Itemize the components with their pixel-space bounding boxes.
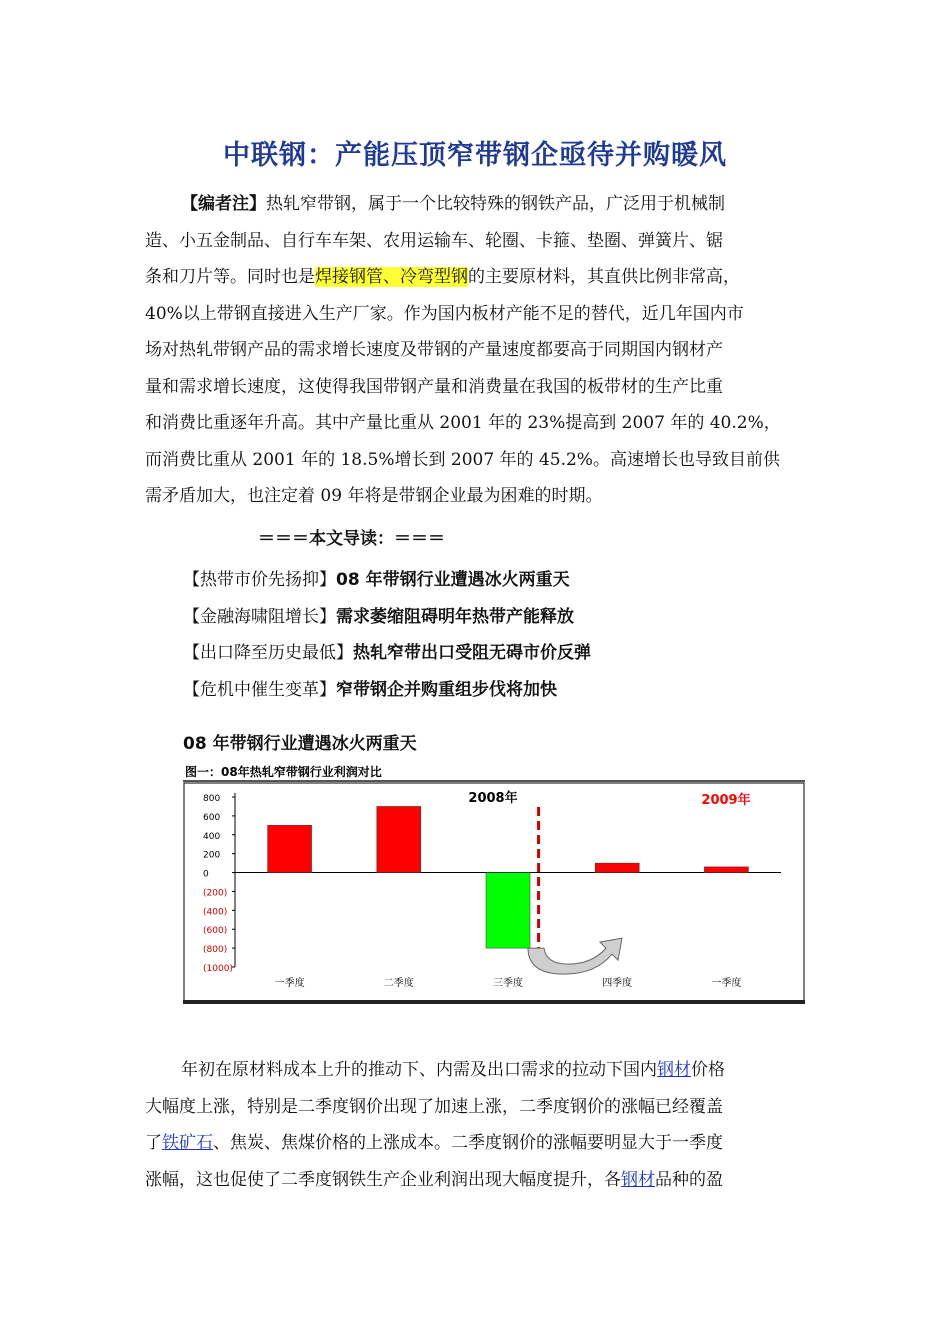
x-tick-label: 一季度 (711, 978, 742, 989)
editor-note-line (145, 186, 805, 223)
y-tick-label: 200 (203, 850, 221, 861)
body-text: 涨幅，这也促使了二季度钢铁生产企业利润出现大幅度提升，各 (145, 1169, 621, 1190)
x-tick-label: 四季度 (602, 978, 633, 989)
editor-note-line (145, 369, 805, 406)
title-underline (183, 780, 805, 782)
x-tick-label: 二季度 (383, 978, 414, 989)
y-tick-label: (1000) (203, 964, 233, 974)
y-tick-label: 400 (203, 831, 221, 842)
editor-note-line (145, 442, 805, 479)
page-title: 中联钢：产能压顶窄带钢企亟待并购暖风 (223, 140, 727, 171)
editor-note-line (145, 478, 805, 515)
editor-note-line (145, 259, 805, 296)
y-tick-label: 0 (203, 869, 209, 880)
line-text: 的主要原材料，其直供比例非常高， (468, 267, 740, 287)
line-text: 条和刀片等。同时也是 (145, 267, 315, 287)
y-tick-label: (800) (203, 945, 228, 956)
chart-title: 图一：08年热轧窄带钢行业利润对比 (185, 765, 382, 779)
y-tick-label: (200) (203, 888, 228, 899)
line-text: 和消费比重逐年升高。其中产量比重从 2001 年的 23%提高到 2007 年的 40.2%， (145, 413, 781, 433)
editor-note (145, 186, 805, 515)
editor-note-line (145, 223, 805, 260)
editor-note-label: 【编者注】 (181, 194, 266, 214)
guide-title: ＝＝＝本文导读：＝＝＝ (258, 529, 445, 549)
body-line (145, 1052, 805, 1089)
body-text: 年初在原材料成本上升的推动下、内需及出口需求的拉动下国内 (181, 1060, 657, 1080)
bar (268, 825, 312, 872)
guide-text: 窄带钢企并购重组步伐将加快 (336, 680, 557, 700)
line-text: 场对热轧带钢产品的需求增长速度及带钢的产量速度都要高于同期国内钢材产 (145, 340, 723, 360)
editor-note-line (145, 405, 805, 442)
guide-text: 需求萎缩阻碍明年热带产能释放 (336, 607, 574, 627)
bar (486, 873, 530, 949)
guide-section: 【出口降至历史最低】 (183, 643, 353, 663)
body-text: 了 (145, 1133, 162, 1153)
line-text: 造、小五金制品、自行车车架、农用运输车、轮圈、卡箍、垫圈、弹簧片、锯 (145, 230, 723, 251)
material-link[interactable]: 钢材 (657, 1060, 691, 1080)
body-text: 品种的盈 (655, 1169, 723, 1190)
line-text: 而消费比重从 2001 年的 18.5%增长到 2007 年的 45.2%。高速增长也导致目前供 (145, 449, 780, 470)
y-tick-label: (400) (203, 907, 228, 918)
body-line (145, 1089, 805, 1126)
body-line (145, 1125, 805, 1162)
guide-section: 【危机中催生变革】 (183, 680, 336, 700)
guide-item (183, 638, 591, 663)
x-tick-label: 一季度 (274, 978, 305, 989)
section-heading: 08 年带钢行业遭遇冰火两重天 (183, 734, 417, 754)
body-text: 价格 (691, 1060, 725, 1080)
material-link[interactable]: 铁矿石 (162, 1133, 213, 1153)
line-text: 量和需求增长速度，这使得我国带钢产量和消费量在我国的板带材的生产比重 (145, 376, 723, 397)
guide-item (183, 602, 574, 627)
editor-note-line (145, 296, 805, 333)
editor-note-line (145, 332, 805, 369)
guide-text: 热轧窄带出口受阻无碍市价反弹 (353, 643, 591, 663)
guide-section: 【金融海啸阻增长】 (183, 607, 336, 627)
material-link[interactable]: 钢材 (621, 1169, 655, 1190)
line-text: 热轧窄带钢，属于一个比较特殊的钢铁产品，广泛用于机械制 (266, 194, 725, 214)
chart-svg (183, 762, 805, 1005)
guide-item (183, 565, 570, 590)
body-text: 大幅度上涨，特别是二季度钢价出现了加速上涨，二季度钢价的涨幅已经覆盖 (145, 1096, 723, 1117)
body-paragraph (145, 1052, 805, 1198)
guide-item (183, 675, 557, 700)
year-label-2009: 2009年 (701, 793, 751, 808)
bar (595, 863, 639, 872)
bar (704, 867, 748, 873)
line-text: 40%以上带钢直接进入生产厂家。作为国内板材产能不足的替代，近几年国内市 (145, 303, 744, 324)
bar (377, 806, 421, 872)
guide-text: 08 年带钢行业遭遇冰火两重天 (336, 570, 570, 590)
profit-chart (183, 762, 805, 1005)
highlighted-text: 焊接钢管、冷弯型钢 (315, 267, 468, 287)
chart-bottom-border (183, 1000, 805, 1004)
guide-section: 【热带市价先扬抑】 (183, 570, 336, 590)
body-line (145, 1162, 805, 1199)
y-tick-label: 800 (203, 794, 221, 804)
y-tick-label: 600 (203, 812, 221, 823)
line-text: 需矛盾加大，也注定着 09 年将是带钢企业最为困难的时期。 (145, 486, 603, 506)
x-tick-label: 三季度 (493, 978, 523, 989)
y-tick-label: (600) (203, 926, 228, 937)
body-text: 、焦炭、焦煤价格的上涨成本。二季度钢价的涨幅要明显大于一季度 (213, 1133, 723, 1153)
year-label-2008: 2008年 (468, 791, 518, 806)
